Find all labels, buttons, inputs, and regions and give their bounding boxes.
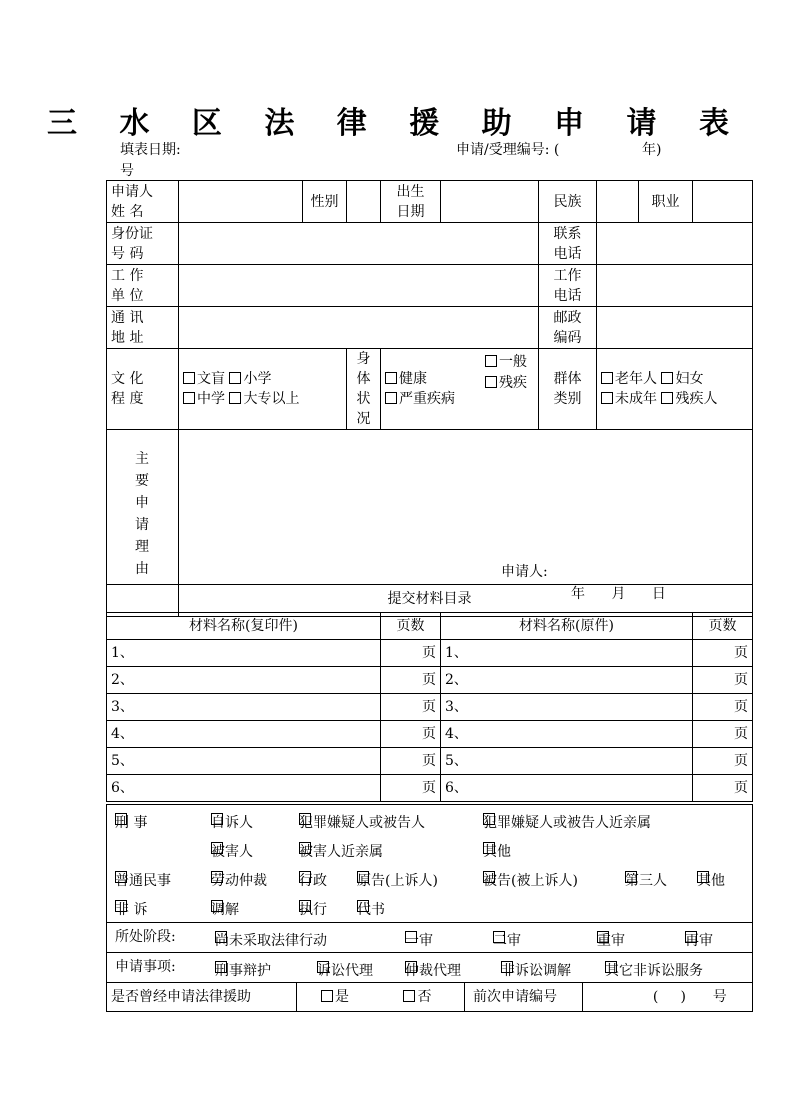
copy-pages-field[interactable]: 页 xyxy=(381,640,441,667)
application-number-label: 申请/受理编号: ( xyxy=(456,142,560,158)
checkbox-icon xyxy=(403,990,415,1002)
group-option-women[interactable]: 妇女 xyxy=(661,369,703,389)
edu-option-primary[interactable]: 小学 xyxy=(229,369,271,389)
fill-date-label: 填表日期: xyxy=(120,142,181,158)
col-copy-pages-header: 页数 xyxy=(381,613,441,640)
copy-pages-field[interactable]: 页 xyxy=(381,775,441,802)
group-label: 群体 类别 xyxy=(539,349,597,430)
group-option-elderly[interactable]: 老年人 xyxy=(601,369,657,389)
materials-title: 提交材料目录 xyxy=(107,585,753,613)
table-row xyxy=(107,721,753,748)
group-options xyxy=(597,349,753,430)
copy-material-field[interactable]: 4、 xyxy=(107,721,381,748)
copy-pages-field[interactable]: 页 xyxy=(381,667,441,694)
group-option-disabled[interactable]: 残疾人 xyxy=(661,389,717,409)
matters-section: 申请事项: 刑事辩护 诉讼代理 仲裁代理 非诉讼调解 其它非诉讼服务 xyxy=(107,953,753,983)
edu-option-middle[interactable]: 中学 xyxy=(183,389,225,409)
health-option-healthy[interactable]: 健康 xyxy=(385,369,427,389)
edu-option-illiterate[interactable]: 文盲 xyxy=(183,369,225,389)
original-material-field[interactable]: 3、 xyxy=(441,694,693,721)
edu-option-college[interactable]: 大专以上 xyxy=(229,389,299,409)
original-material-field[interactable]: 4、 xyxy=(441,721,693,748)
health-option-disabled[interactable]: 残疾 xyxy=(485,373,527,393)
table-row xyxy=(107,775,753,802)
original-pages-field[interactable]: 页 xyxy=(693,721,753,748)
original-material-field[interactable]: 1、 xyxy=(441,640,693,667)
gender-label: 性别 xyxy=(303,181,347,223)
original-material-field[interactable]: 6、 xyxy=(441,775,693,802)
applicant-signature-label: 申请人: xyxy=(501,564,548,580)
checkbox-icon xyxy=(229,372,241,384)
table-row xyxy=(107,640,753,667)
health-option-serious-illness[interactable]: 严重疾病 xyxy=(385,389,455,409)
original-pages-field[interactable]: 页 xyxy=(693,667,753,694)
case-details-table xyxy=(106,804,753,1012)
original-material-field[interactable]: 2、 xyxy=(441,667,693,694)
copy-pages-field[interactable]: 页 xyxy=(381,748,441,775)
copy-pages-field[interactable]: 页 xyxy=(381,694,441,721)
health-label: 身体 状况 xyxy=(347,349,381,430)
address-field[interactable] xyxy=(179,307,539,349)
name-label: 申请人 姓 名 xyxy=(107,181,179,223)
employer-field[interactable] xyxy=(179,265,539,307)
stage-label: 所处阶段: xyxy=(115,929,176,945)
original-pages-field[interactable]: 页 xyxy=(693,640,753,667)
phone-label: 联系 电话 xyxy=(539,223,597,265)
table-row xyxy=(107,667,753,694)
checkbox-icon xyxy=(183,372,195,384)
health-options xyxy=(381,349,539,430)
name-field[interactable] xyxy=(179,181,303,223)
copy-material-field[interactable]: 3、 xyxy=(107,694,381,721)
gender-field[interactable] xyxy=(347,181,381,223)
prior-application-label: 是否曾经申请法律援助 xyxy=(107,983,297,1012)
materials-table xyxy=(106,584,753,802)
copy-material-field[interactable]: 1、 xyxy=(107,640,381,667)
postcode-label: 邮政 编码 xyxy=(539,307,597,349)
original-pages-field[interactable]: 页 xyxy=(693,748,753,775)
id-number-field[interactable] xyxy=(179,223,539,265)
col-original-header: 材料名称(原件) xyxy=(441,613,693,640)
applicant-info-table xyxy=(106,180,753,617)
previous-number-label: 前次申请编号 xyxy=(465,983,583,1011)
original-pages-field[interactable]: 页 xyxy=(693,775,753,802)
reason-label: 主 要 申 请 理 由 xyxy=(135,451,149,577)
checkbox-icon xyxy=(229,392,241,404)
prior-yes-option[interactable]: 是 xyxy=(321,987,349,1007)
id-number-label: 身份证 号 码 xyxy=(107,223,179,265)
form-title: 三 水 区 法 律 援 助 申 请 表 xyxy=(47,106,745,141)
table-row xyxy=(107,694,753,721)
health-option-normal[interactable]: 一般 xyxy=(485,352,527,372)
checkbox-icon xyxy=(485,376,497,388)
occupation-label: 职业 xyxy=(639,181,693,223)
work-phone-label: 工作 电话 xyxy=(539,265,597,307)
birth-date-label: 出生 日期 xyxy=(381,181,441,223)
copy-pages-field[interactable]: 页 xyxy=(381,721,441,748)
employer-label: 工 作 单 位 xyxy=(107,265,179,307)
checkbox-icon xyxy=(601,372,613,384)
work-phone-field[interactable] xyxy=(597,265,753,307)
ethnicity-label: 民族 xyxy=(539,181,597,223)
birth-date-field[interactable] xyxy=(441,181,539,223)
original-material-field[interactable]: 5、 xyxy=(441,748,693,775)
stage-section: 所处阶段: 尚未采取法律行动 一审 二审 重审 再审 xyxy=(107,923,753,953)
application-number-suffix: 号 xyxy=(120,163,134,179)
phone-field[interactable] xyxy=(597,223,753,265)
postcode-field[interactable] xyxy=(597,307,753,349)
col-original-pages-header: 页数 xyxy=(693,613,753,640)
education-label: 文 化 程 度 xyxy=(107,349,179,430)
previous-number-field[interactable]: ( ) 号 xyxy=(652,989,727,1005)
address-label: 通 讯 地 址 xyxy=(107,307,179,349)
occupation-field[interactable] xyxy=(693,181,753,223)
checkbox-icon xyxy=(183,392,195,404)
signature-date-label: 年 月 日 xyxy=(571,586,666,602)
prior-number-cell xyxy=(465,983,753,1012)
prior-application-options xyxy=(297,983,465,1012)
matters-label: 申请事项: xyxy=(115,959,176,975)
copy-material-field[interactable]: 2、 xyxy=(107,667,381,694)
group-option-minor[interactable]: 未成年 xyxy=(601,389,657,409)
checkbox-icon xyxy=(321,990,333,1002)
original-pages-field[interactable]: 页 xyxy=(693,694,753,721)
checkbox-icon xyxy=(485,355,497,367)
case-type-section: 刑 事 自诉人 犯罪嫌疑人或被告人 犯罪嫌疑人或被告人近亲属 被害人 被害人近亲属 其他 普通民事 劳动仲裁 行政 原告(上诉人) 被告(被上诉人) 第三人 其他 非 诉 调解 执行 代书 xyxy=(107,805,753,923)
checkbox-icon xyxy=(661,372,673,384)
checkbox-icon xyxy=(385,392,397,404)
table-row xyxy=(107,748,753,775)
ethnicity-field[interactable] xyxy=(597,181,639,223)
copy-material-field[interactable]: 6、 xyxy=(107,775,381,802)
copy-material-field[interactable]: 5、 xyxy=(107,748,381,775)
checkbox-icon xyxy=(385,372,397,384)
education-options xyxy=(179,349,347,430)
col-copy-header: 材料名称(复印件) xyxy=(107,613,381,640)
checkbox-icon xyxy=(601,392,613,404)
checkbox-icon xyxy=(661,392,673,404)
prior-no-option[interactable]: 否 xyxy=(403,987,431,1007)
application-year-label: 年) xyxy=(642,142,662,158)
